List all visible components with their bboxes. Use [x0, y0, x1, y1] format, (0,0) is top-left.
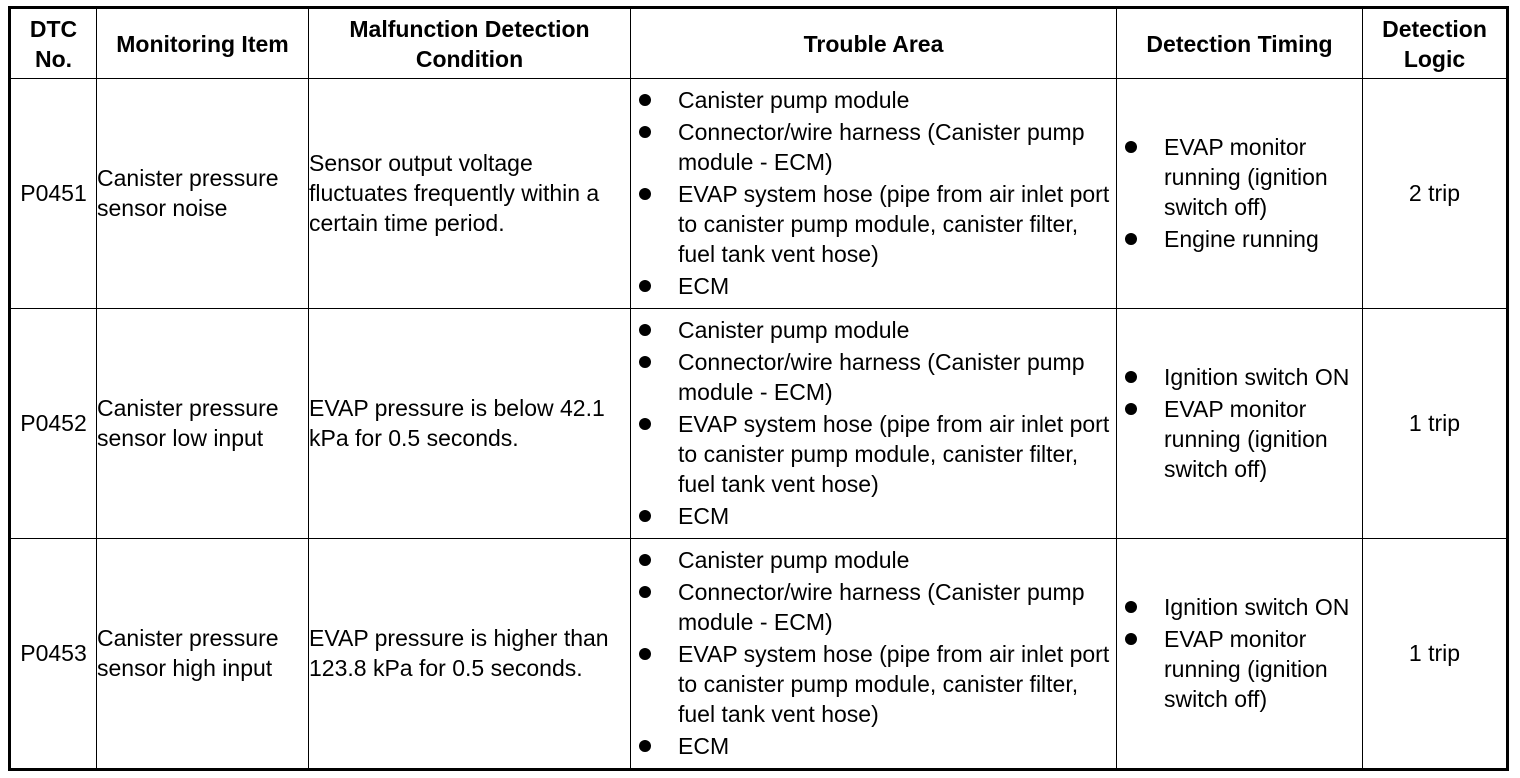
bullet-icon	[639, 324, 651, 336]
list-item-text: EVAP monitor running (ignition switch off)	[1164, 396, 1328, 483]
list-item-text: Canister pump module	[678, 87, 910, 114]
table-row	[10, 308, 1508, 538]
list-item-text: EVAP monitor running (ignition switch off)	[1164, 626, 1328, 713]
list-item	[1117, 394, 1362, 484]
list-item-text: Ignition switch ON	[1164, 364, 1350, 391]
header-detection-logic-line2: Logic	[1403, 45, 1466, 72]
list-item-text: Connector/wire harness (Canister pump module - ECM)	[678, 349, 1085, 406]
list-item	[631, 545, 1116, 575]
dtc-code: P0453	[10, 538, 97, 769]
trouble-area-list	[631, 85, 1116, 301]
list-item	[631, 577, 1116, 637]
list-item	[1117, 592, 1362, 622]
bullet-icon	[1125, 371, 1137, 383]
bullet-icon	[639, 740, 651, 752]
trouble-area	[631, 308, 1117, 538]
detection-timing-list	[1117, 132, 1362, 254]
list-item	[1117, 132, 1362, 222]
header-dtc-no-line1: DTC	[29, 15, 78, 42]
header-monitoring-item-label: Monitoring Item	[116, 30, 289, 57]
list-item-text: EVAP system hose (pipe from air inlet port to canister pump module, canister filter, fuel tank vent hose)	[678, 641, 1110, 728]
detection-logic: 1 trip	[1363, 538, 1508, 769]
detection-timing-list	[1117, 362, 1362, 484]
header-row	[10, 8, 1508, 79]
detection-timing	[1117, 538, 1363, 769]
detection-condition: Sensor output voltage fluctuates frequently within a certain time period.	[309, 79, 631, 309]
list-item-text: Canister pump module	[678, 317, 910, 344]
trouble-area	[631, 79, 1117, 309]
header-monitoring-item	[97, 8, 309, 79]
list-item	[631, 347, 1116, 407]
header-trouble-area-label: Trouble Area	[803, 30, 944, 57]
list-item-text: Canister pump module	[678, 547, 910, 574]
dtc-code: P0452	[10, 308, 97, 538]
list-item-text: Connector/wire harness (Canister pump module - ECM)	[678, 579, 1085, 636]
list-item	[1117, 362, 1362, 392]
list-item	[631, 731, 1116, 761]
list-item	[631, 315, 1116, 345]
list-item	[631, 409, 1116, 499]
header-malfunction-condition	[309, 8, 631, 79]
dtc-code: P0451	[10, 79, 97, 309]
list-item	[1117, 224, 1362, 254]
bullet-icon	[639, 126, 651, 138]
list-item-text: Connector/wire harness (Canister pump module - ECM)	[678, 119, 1085, 176]
list-item	[1117, 624, 1362, 714]
header-detection-logic-line1: Detection	[1382, 15, 1487, 42]
bullet-icon	[639, 648, 651, 660]
detection-condition: EVAP pressure is higher than 123.8 kPa for 0.5 seconds.	[309, 538, 631, 769]
header-detection-timing	[1117, 8, 1363, 79]
bullet-icon	[639, 280, 651, 292]
list-item-text: ECM	[678, 733, 730, 760]
list-item-text: ECM	[678, 273, 730, 300]
detection-timing	[1117, 308, 1363, 538]
list-item-text: EVAP system hose (pipe from air inlet port to canister pump module, canister filter, fuel tank vent hose)	[678, 411, 1110, 498]
list-item-text: EVAP system hose (pipe from air inlet port to canister pump module, canister filter, fuel tank vent hose)	[678, 181, 1110, 268]
detection-condition: EVAP pressure is below 42.1 kPa for 0.5 seconds.	[309, 308, 631, 538]
header-detection-timing-label: Detection Timing	[1146, 30, 1333, 57]
list-item	[631, 85, 1116, 115]
detection-timing	[1117, 79, 1363, 309]
trouble-area	[631, 538, 1117, 769]
bullet-icon	[1125, 633, 1137, 645]
bullet-icon	[1125, 233, 1137, 245]
bullet-icon	[639, 94, 651, 106]
bullet-icon	[639, 510, 651, 522]
detection-timing-list	[1117, 592, 1362, 714]
list-item	[631, 271, 1116, 301]
bullet-icon	[639, 554, 651, 566]
detection-logic: 1 trip	[1363, 308, 1508, 538]
header-malfunction-condition-line1: Malfunction Detection	[349, 15, 590, 42]
monitoring-item: Canister pressure sensor noise	[97, 79, 309, 309]
bullet-icon	[639, 188, 651, 200]
list-item	[631, 501, 1116, 531]
bullet-icon	[1125, 141, 1137, 153]
bullet-icon	[1125, 403, 1137, 415]
trouble-area-list	[631, 545, 1116, 761]
detection-logic: 2 trip	[1363, 79, 1508, 309]
table-row	[10, 538, 1508, 769]
table-row	[10, 79, 1508, 309]
list-item-text: Ignition switch ON	[1164, 594, 1350, 621]
list-item-text: EVAP monitor running (ignition switch off)	[1164, 134, 1328, 221]
header-detection-logic	[1363, 8, 1508, 79]
header-dtc-no-line2: No.	[34, 45, 73, 72]
bullet-icon	[1125, 601, 1137, 613]
bullet-icon	[639, 586, 651, 598]
monitoring-item: Canister pressure sensor low input	[97, 308, 309, 538]
list-item	[631, 179, 1116, 269]
bullet-icon	[639, 418, 651, 430]
list-item	[631, 639, 1116, 729]
header-malfunction-condition-line2: Condition	[415, 45, 524, 72]
dtc-table	[8, 6, 1509, 771]
list-item-text: ECM	[678, 503, 730, 530]
header-dtc-no	[10, 8, 97, 79]
trouble-area-list	[631, 315, 1116, 531]
bullet-icon	[639, 356, 651, 368]
list-item-text: Engine running	[1164, 226, 1319, 253]
monitoring-item: Canister pressure sensor high input	[97, 538, 309, 769]
header-trouble-area	[631, 8, 1117, 79]
list-item	[631, 117, 1116, 177]
